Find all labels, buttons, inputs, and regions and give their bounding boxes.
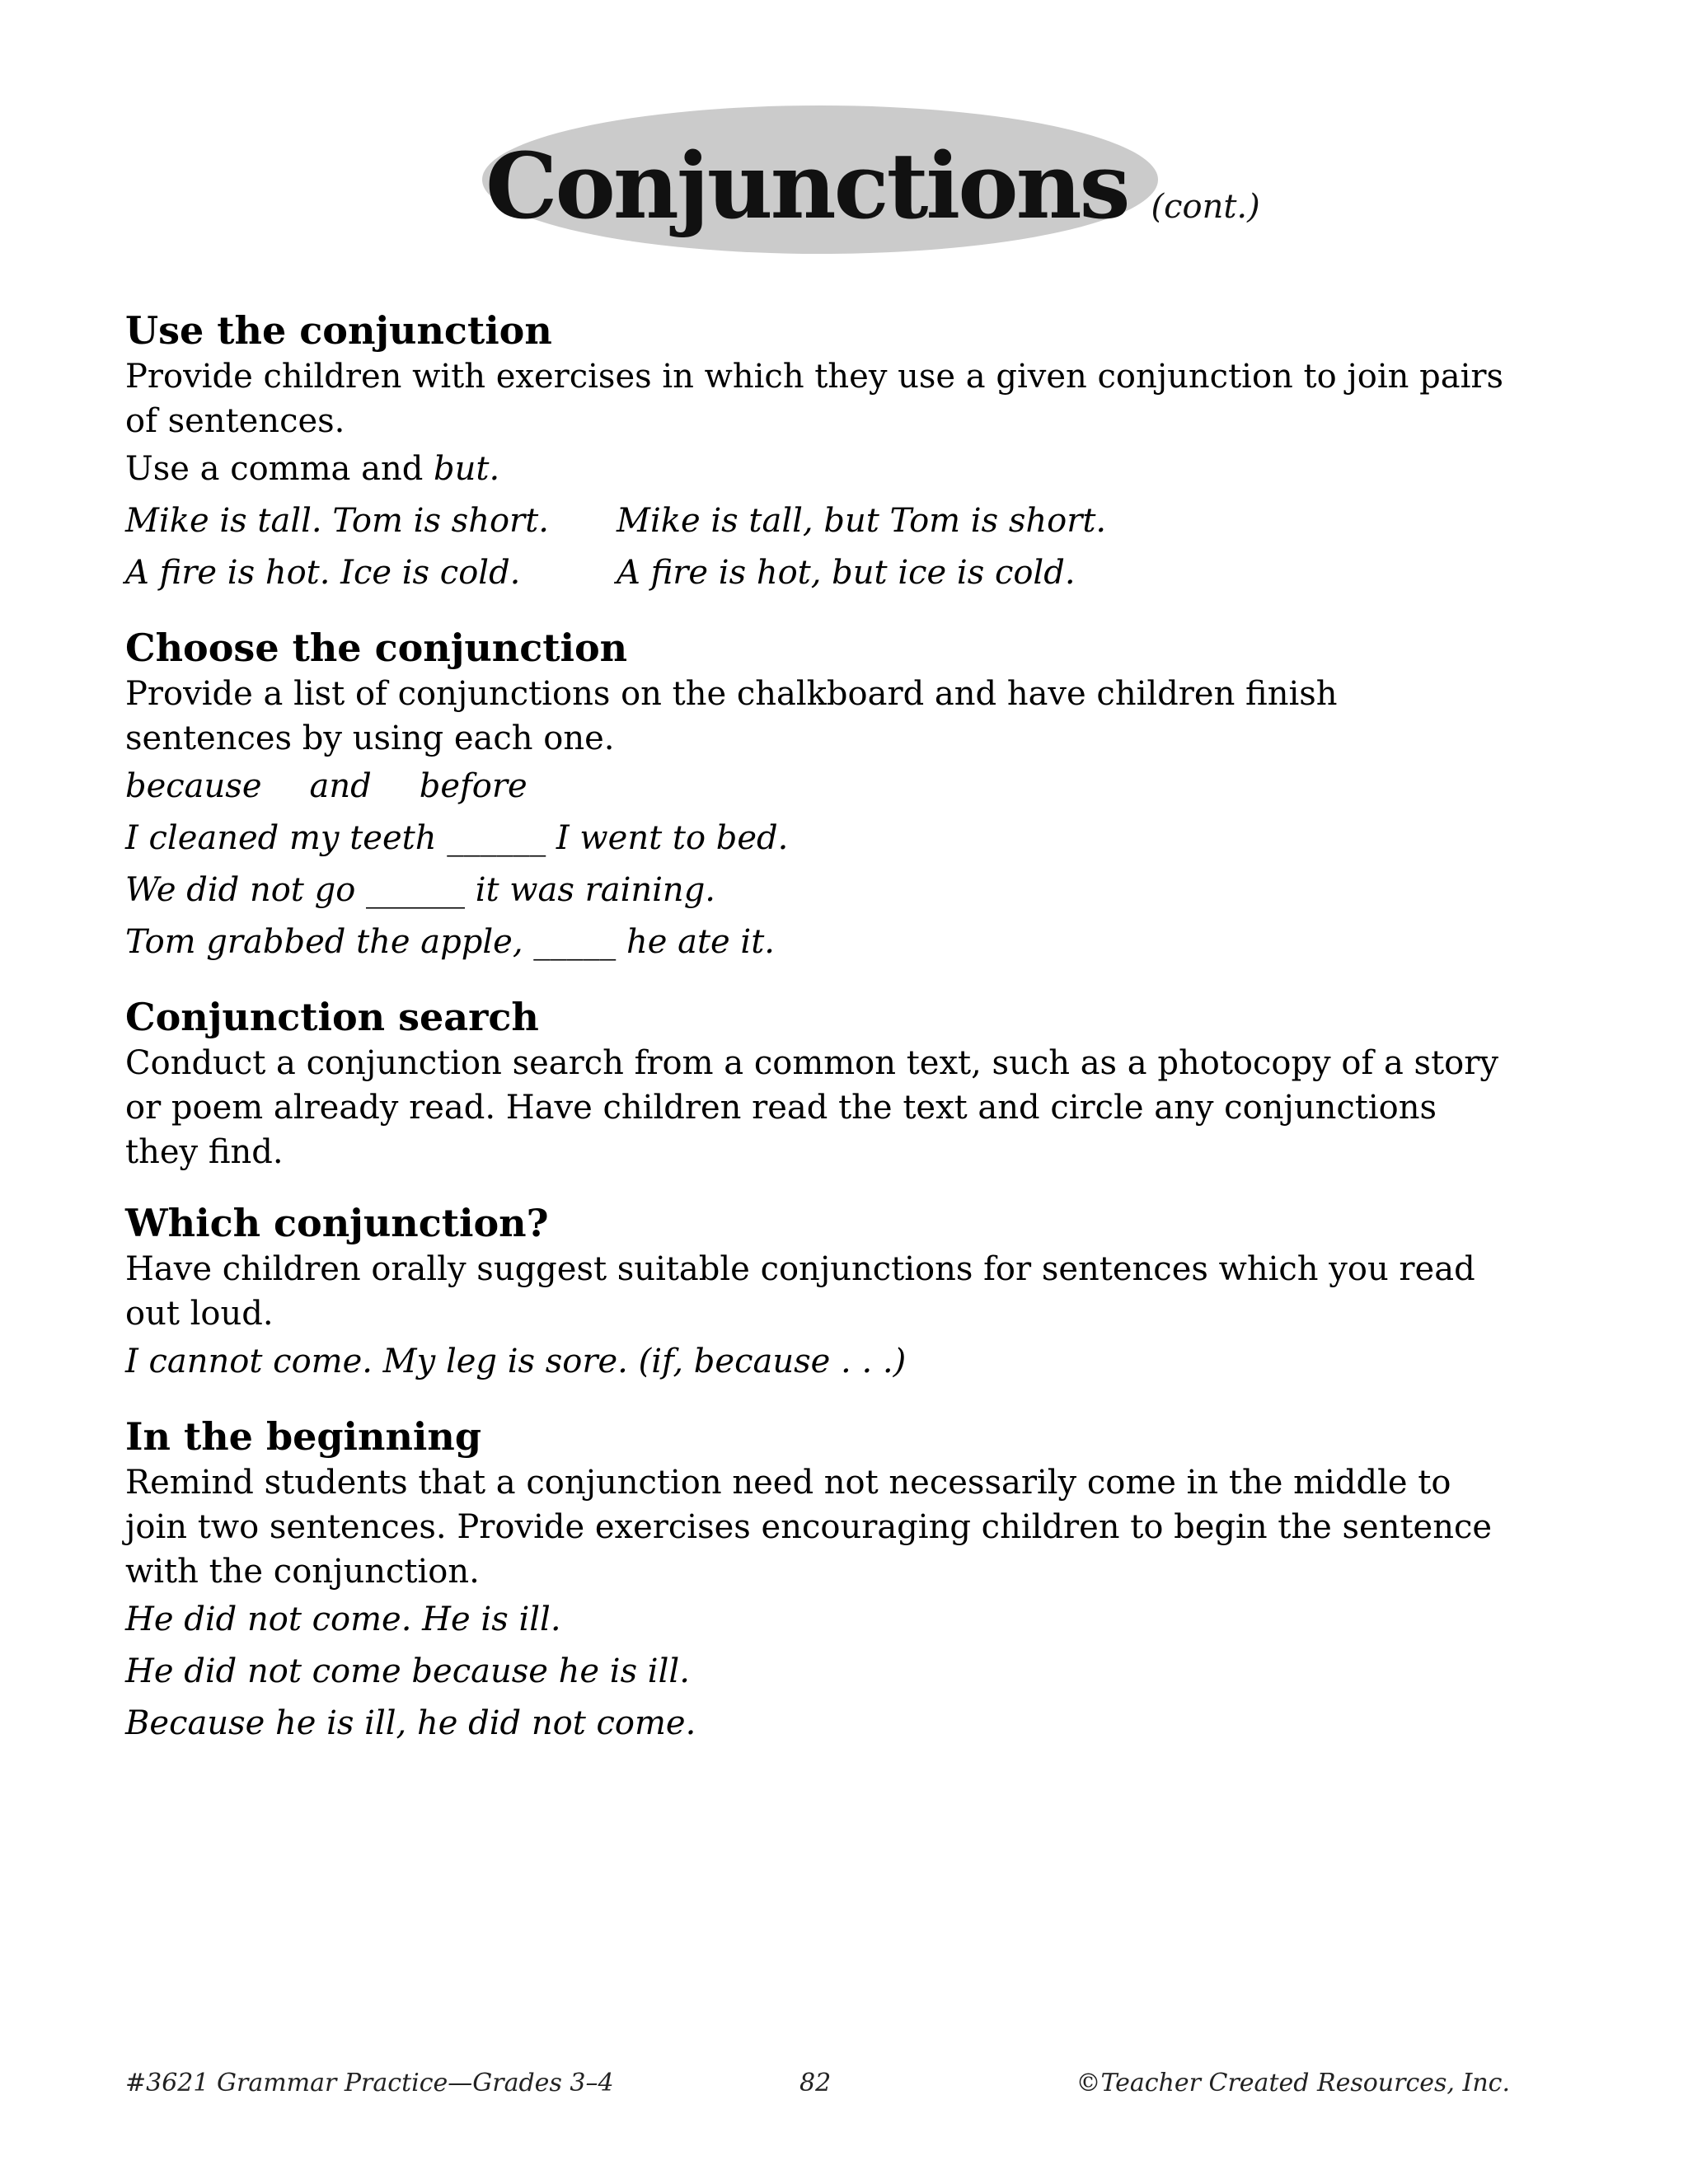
example-left: Mike is tall. Tom is short. xyxy=(125,502,549,540)
example-sentence: I cleaned my teeth ______ I went to bed. xyxy=(125,819,789,857)
footer-page-number: 82 xyxy=(799,2069,832,2097)
example-pair xyxy=(125,547,1510,599)
example-sentence: He did not come because he is ill. xyxy=(125,1652,690,1690)
section-choose-the-conjunction xyxy=(125,624,1510,968)
section-heading: Which conjunction? xyxy=(125,1201,549,1245)
section-in-the-beginning xyxy=(125,1413,1510,1750)
section-body: Conduct a conjunction search from a common text, such as a photocopy of a story or poem already read. Have children read the text and circle any conjunctions they find. xyxy=(125,1044,1498,1171)
example-pair xyxy=(125,495,1510,547)
footer-copyright: ©Teacher Created Resources, Inc. xyxy=(1076,2069,1510,2097)
instruction-prefix: Use a comma and xyxy=(125,450,434,488)
instruction-word: but. xyxy=(434,450,500,488)
section-heading: Conjunction search xyxy=(125,995,539,1039)
section-use-the-conjunction xyxy=(125,307,1510,599)
example-sentence: I cannot come. My leg is sore. (if, because . . .) xyxy=(125,1343,907,1380)
section-which-conjunction xyxy=(125,1199,1510,1388)
example-right: A fire is hot, but ice is cold. xyxy=(617,554,1076,592)
title-cont-text: (cont.) xyxy=(1151,188,1260,226)
section-heading: Choose the conjunction xyxy=(125,626,628,670)
section-heading: Use the conjunction xyxy=(125,308,552,353)
section-body: Have children orally suggest suitable conjunctions for sentences which you read out loud. xyxy=(125,1250,1475,1333)
title-main-text: Conjunctions xyxy=(485,133,1128,239)
section-conjunction-search xyxy=(125,993,1510,1174)
instruction-line xyxy=(125,443,1510,495)
example-right: Mike is tall, but Tom is short. xyxy=(617,502,1107,540)
example-sentence: We did not go ______ it was raining. xyxy=(125,871,716,909)
conjunction-word: and xyxy=(309,767,372,805)
section-body: Remind students that a conjunction need not necessarily come in the middle to join two sentences. Provide exercises encouraging children to begin the sentence with the conjunction. xyxy=(125,1464,1493,1591)
example-sentence: Because he is ill, he did not come. xyxy=(125,1704,696,1742)
main-content xyxy=(125,307,1510,1774)
section-body: Provide children with exercises in which they use a given conjunction to join pairs of sentences. xyxy=(125,358,1504,440)
conjunction-word: because xyxy=(125,767,262,805)
example-sentence: He did not come. He is ill. xyxy=(125,1601,561,1638)
example-left: A fire is hot. Ice is cold. xyxy=(125,554,521,592)
page-title-banner xyxy=(482,105,1260,254)
conjunction-word: before xyxy=(419,767,528,805)
section-heading: In the beginning xyxy=(125,1414,481,1459)
page-title xyxy=(485,112,1260,260)
footer-book-title: #3621 Grammar Practice—Grades 3–4 xyxy=(125,2069,614,2097)
example-sentence: Tom grabbed the apple, _____ he ate it. xyxy=(125,923,776,961)
conjunction-word-list xyxy=(125,761,1510,813)
section-body: Provide a list of conjunctions on the chalkboard and have children finish sentences by using each one. xyxy=(125,675,1338,757)
